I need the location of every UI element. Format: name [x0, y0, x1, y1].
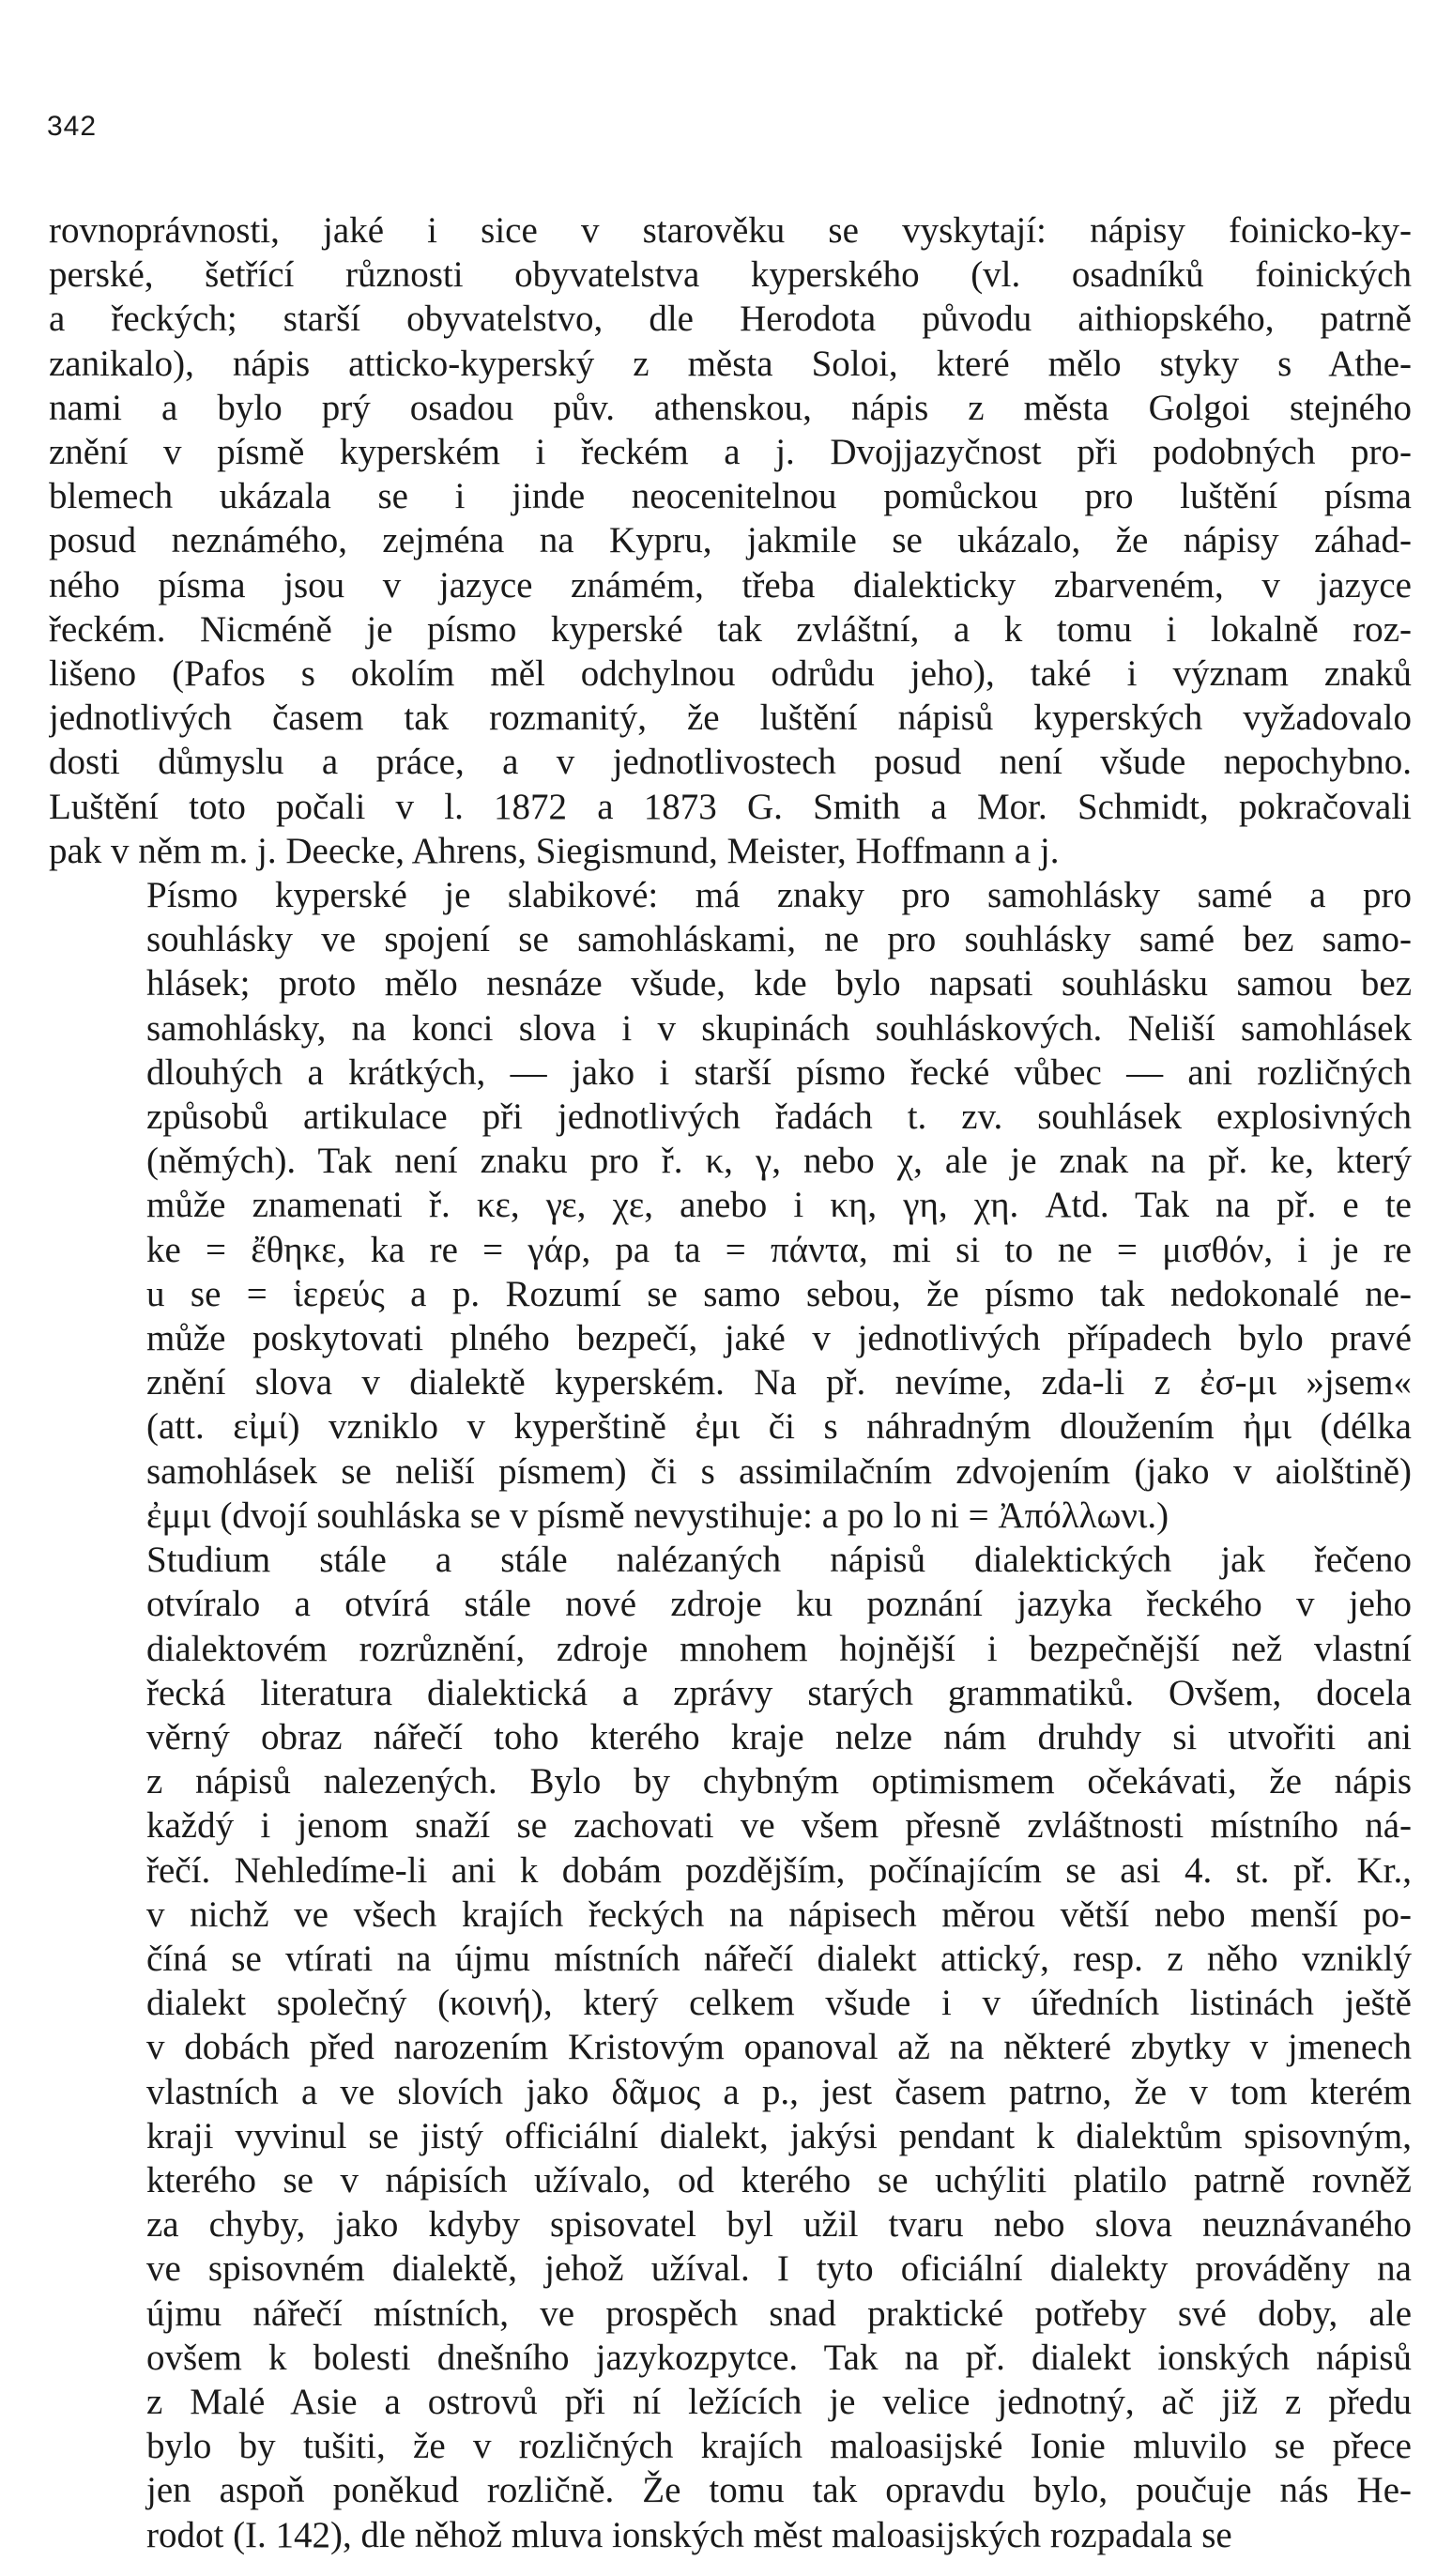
text-line: způsobů artikulace při jednotlivých řadách t. zv. souhlásek explosivných: [146, 1096, 1412, 1138]
text-line: újmu nářečí místních, ve prospěch snad praktické potřeby své doby, ale: [146, 2292, 1412, 2334]
text-line: (att. εἰμί) vzniklo v kyperštině ἐμι či s náhradným dloužením ἠμι (délka: [146, 1406, 1412, 1448]
text-line: jednotlivých časem tak rozmanitý, že luštění nápisů kyperských vyžadovalo: [49, 698, 1412, 739]
text-line: každý i jenom snaží se zachovati ve všem přesně zvláštnosti místního ná-: [146, 1805, 1412, 1847]
text-line: Studium stále a stále nalézaných nápisů dialektických jak řečeno: [146, 1540, 1412, 1581]
text-line: samohlásek se neliší písmem) či s assimilačním zdvojením (jako v aiolštině): [146, 1450, 1412, 1492]
paragraph-3: [49, 1538, 1412, 2557]
text-line: pak v něm m. j. Deecke, Ahrens, Siegismund, Meister, Hoffmann a j.: [49, 830, 1060, 871]
text-line: perské, šetřící různosti obyvatelstva kyperského (vl. osadníků foinických: [49, 254, 1412, 296]
text-line: ἐμμι (dvojí souhláska se v písmě nevystihuje: a po lo ni = Ἀπόλλωνι.): [146, 1495, 1169, 1536]
text-line: Luštění toto počali v l. 1872 a 1873 G. Smith a Mor. Schmidt, pokračovali: [49, 786, 1412, 827]
text-line: Písmo kyperské je slabikové: má znaky pro samohlásky samé a pro: [146, 875, 1412, 916]
text-line: vlastních a ve slovích jako δᾶμος a p., jest časem patrno, že v tom kterém: [146, 2071, 1412, 2112]
text-line: může poskytovati plného bezpečí, jaké v jednotlivých případech bylo pravé: [146, 1318, 1412, 1359]
text-line: dialektovém rozrůznění, zdroje mnohem hojnější i bezpečnější než vlastní: [146, 1628, 1412, 1669]
text-line: ke = ἔθηκε, ka re = γάρ, pa ta = πάντα, mi si to ne = μισθόν, i je re: [146, 1229, 1412, 1270]
text-line: nami a bylo prý osadou pův. athenskou, nápis z města Golgoi stejného: [49, 387, 1412, 428]
text-line: samohlásky, na konci slova i v skupinách souhláskových. Neliší samohlásek: [146, 1007, 1412, 1049]
text-line: dlouhých a krátkých, — jako i starší písmo řecké vůbec — ani rozličných: [146, 1051, 1412, 1093]
text-line: rodot (I. 142), dle něhož mluva ionských měst maloasijských rozpadala se: [146, 2514, 1232, 2555]
page-number: 342: [47, 111, 98, 142]
text-line: může znamenati ř. κε, γε, χε, anebo i κη, γη, χη. Atd. Tak na př. e te: [146, 1185, 1412, 1226]
text-line: za chyby, jako kdyby spisovatel byl užil tvaru nebo slova neuznávaného: [146, 2204, 1412, 2246]
text-line: hlásek; proto mělo nesnáze všude, kde bylo napsati souhlásku samou bez: [146, 963, 1412, 1004]
text-line: bylo by tušiti, že v rozličných krajích maloasijské Ionie mluvilo se přece: [146, 2426, 1412, 2467]
text-line: kterého se v nápisích užívalo, od kterého se uchýliti platilo patrně rovněž: [146, 2159, 1412, 2200]
text-line: v dobách před narozením Kristovým opanoval až na některé zbytky v jmenech: [146, 2027, 1412, 2068]
text-line: znění slova v dialektě kyperském. Na př. nevíme, zda-li z ἐσ-μι »jsem«: [146, 1362, 1412, 1403]
text-line: z nápisů nalezených. Bylo by chybným optimismem očekávati, že nápis: [146, 1761, 1412, 1802]
text-line: lišeno (Pafos s okolím měl odchylnou odrůdu jeho), také i význam znaků: [49, 653, 1412, 695]
text-line: v nichž ve všech krajích řeckých na nápisech měrou větší nebo menší po-: [146, 1894, 1412, 1935]
text-line: dialekt společný (κοινή), který celkem všude i v úředních listinách ještě: [146, 1983, 1412, 2024]
text-line: souhlásky ve spojení se samohláskami, ne pro souhlásky samé bez samo-: [146, 919, 1412, 960]
text-line: řeckém. Nicméně je písmo kyperské tak zvláštní, a k tomu i lokalně roz-: [49, 608, 1412, 650]
text-line: řecká literatura dialektická a zprávy starých grammatiků. Ovšem, docela: [146, 1672, 1412, 1713]
text-line: jen aspoň poněkud rozličně. Že tomu tak opravdu bylo, poučuje nás He-: [146, 2470, 1412, 2511]
text-line: zanikalo), nápis atticko-kyperský z města Soloi, které mělo styky s Athe-: [49, 343, 1412, 384]
body-text: [49, 208, 1412, 2557]
text-line: kraji vyvinul se jistý officiální dialekt, jakýsi pendant k dialektům spisovným,: [146, 2115, 1412, 2156]
text-line: ve spisovném dialektě, jehož užíval. I tyto oficiální dialekty prováděny na: [146, 2248, 1412, 2290]
text-line: posud neznámého, zejména na Kypru, jakmile se ukázalo, že nápisy záhad-: [49, 520, 1412, 561]
text-line: otvíralo a otvírá stále nové zdroje ku poznání jazyka řeckého v jeho: [146, 1584, 1412, 1625]
text-line: dosti důmyslu a práce, a v jednotlivostech posud není všude nepochybno.: [49, 742, 1412, 783]
text-line: číná se vtírati na újmu místních nářečí dialekt attický, resp. z něho vzniklý: [146, 1938, 1412, 1979]
text-line: (němých). Tak není znaku pro ř. κ, γ, nebo χ, ale je znak na př. ke, který: [146, 1141, 1412, 1182]
text-line: a řeckých; starší obyvatelstvo, dle Herodota původu aithiopského, patrně: [49, 299, 1412, 340]
text-line: řečí. Nehledíme-li ani k dobám pozdějším, počínajícím se asi 4. st. př. Kr.,: [146, 1849, 1412, 1891]
text-line: věrný obraz nářečí toho kterého kraje nelze nám druhdy si utvořiti ani: [146, 1716, 1412, 1757]
text-line: znění v písmě kyperském i řeckém a j. Dvojjazyčnost při podobných pro-: [49, 432, 1412, 473]
text-line: blemech ukázala se i jinde neocenitelnou pomůckou pro luštění písma: [49, 476, 1412, 517]
text-line: u se = ἱερεύς a p. Rozumí se samo sebou, že písmo tak nedokonalé ne-: [146, 1273, 1412, 1314]
text-line: ovšem k bolesti dnešního jazykozpytce. Tak na př. dialekt ionských nápisů: [146, 2337, 1412, 2378]
paragraph-2: [49, 873, 1412, 1538]
text-line: rovnoprávnosti, jaké i sice v starověku se vyskytají: nápisy foinicko-ky-: [49, 210, 1412, 251]
paragraph-1: [49, 208, 1412, 873]
text-line: ného písma jsou v jazyce známém, třeba dialekticky zbarveném, v jazyce: [49, 564, 1412, 606]
text-line: z Malé Asie a ostrovů při ní ležících je velice jednotný, ač již z předu: [146, 2381, 1412, 2422]
